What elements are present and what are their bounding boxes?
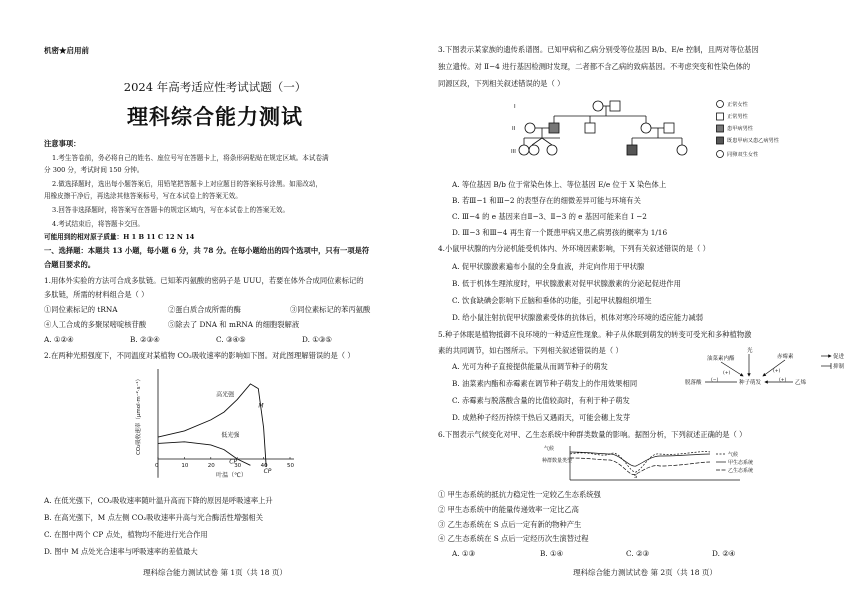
subject-title: 理科综合能力测试	[127, 104, 303, 129]
notice-line: 1.考生答卷前，务必将自己的姓名、座位号写在答题卡上，将条形码粘贴在规定区域。本试卷满	[52, 154, 329, 162]
eco-legend: 乙生态系统	[728, 468, 754, 474]
diagram-brassinosteroid: 油菜素内酯	[707, 356, 735, 362]
eco-climate-label: 气候	[544, 446, 555, 452]
q2-option[interactable]: A. 在低光强下，CO₂吸收速率随叶温升高而下降的原因是呼吸速率上升	[44, 496, 273, 505]
legend-label: 正常男性	[727, 114, 748, 120]
legend-affected-icon	[717, 125, 724, 132]
q2-option[interactable]: D. 图中 M 点处光合速率与呼吸速率的差值最大	[44, 547, 198, 556]
q6-option: ③ 乙生态系统在 S 点后一定有新的物种产生	[438, 520, 582, 529]
q3-option[interactable]: B. 若Ⅲ−1 和Ⅲ−2 的表型存在的细微差异可能与环境有关	[452, 196, 641, 205]
q4-option[interactable]: B. 低于机体生理浓度时，甲状腺激素对促甲状腺激素的分泌起促进作用	[452, 279, 681, 288]
notice-line: 用橡皮擦干净后，再选涂其他答案标号，写在本试卷上的答案无效。	[44, 192, 242, 200]
q6-choice-d[interactable]: D. ②④	[712, 549, 736, 558]
legend-male-icon	[717, 113, 724, 120]
diagram-minus: (−)	[711, 378, 719, 383]
diagram-plus: (+)	[779, 378, 787, 383]
chart-annotation: M	[258, 402, 264, 410]
y-axis-label: CO₂吸收速率（μmol·m⁻²·s⁻¹）	[136, 375, 142, 455]
q4-option[interactable]: C. 饮食缺碘会影响下丘脑和垂体的功能，引起甲状腺组织增生	[452, 296, 652, 305]
pedigree-female	[677, 145, 687, 155]
eco-ylabel: 种群数量类型	[542, 458, 573, 464]
q1-option: ⑤除去了 DNA 和 mRNA 的细胞裂解液	[168, 320, 300, 329]
diagram-seed: 种子萌发	[739, 380, 762, 386]
pedigree-female	[519, 145, 529, 155]
legend-female-icon	[717, 101, 724, 108]
q6-choice-c[interactable]: C. ②③	[626, 549, 650, 558]
question-3: 同源区段，下列相关叙述错误的是（ ）	[438, 79, 565, 88]
eco-s-label: S	[634, 474, 638, 480]
diagram-ethylene: 乙烯	[795, 380, 807, 386]
right-page	[430, 0, 860, 607]
q3-option[interactable]: D. Ⅲ−3 和Ⅲ−4 再生育一个既患甲病又患乙病男孩的概率为 1/16	[452, 228, 668, 237]
legend-label: 同卵双生女性	[727, 152, 759, 158]
legend-twin-icon	[717, 151, 724, 158]
atomic-mass: 可能用到的相对原子质量：H 1 B 11 C 12 N 14	[44, 233, 195, 241]
q6-option: ① 甲生态系统的抵抗力稳定性一定较乙生态系统强	[438, 490, 601, 499]
eco-legend: 甲生态系统	[728, 460, 754, 466]
diagram-legend-promote: 促进	[833, 354, 845, 360]
section-heading: 一、选择题：本题共 13 小题，每小题 6 分，共 78 分。在每小题给出的四个选项中，只有一项是符	[44, 246, 370, 255]
q4-option[interactable]: D. 给小鼠注射抗促甲状腺激素受体的抗体后，机体对寒冷环境的适应能力减弱	[452, 313, 704, 322]
pedigree-twin-female	[547, 145, 557, 155]
notice-line: 2.做选择题时，选出每小题答案后，用铅笔把答题卡上对应题目的答案标号涂黑。如需改动，	[52, 180, 323, 188]
q1-option: ②蛋白质合成所需的酶	[168, 305, 241, 314]
pedigree-male	[610, 101, 620, 111]
q1-option: ③同位素标记的苯丙氨酸	[290, 305, 371, 314]
notice-line: 3.回答非选择题时，将答案写在答题卡的规定区域内，写在本试卷上的答案无效。	[52, 206, 290, 214]
notice-line: 分 300 分，考试时间 150 分钟。	[44, 166, 144, 174]
q2-option[interactable]: B. 在高光强下，M 点左侧 CO₂吸收速率升高与光合酶活性增强相关	[44, 513, 264, 522]
legend-label: 正常女性	[727, 102, 748, 108]
question-4: 4.小鼠甲状腺的内分泌机能受机体内、外环境因素影响，下列有关叙述错误的是（ ）	[438, 244, 710, 253]
pedigree-female	[593, 101, 603, 111]
question-3: 独立遗传。对 Ⅱ−4 进行基因检测时发现，二者都不含乙病的致病基因。不考虑突变和性染色体的	[438, 62, 751, 71]
gen-label-I: I	[514, 104, 516, 110]
q6-choice-a[interactable]: A. ①③	[452, 549, 475, 558]
question-5: 5.种子休眠是植物抵御不良环境的一种适应性现象。种子从休眠到萌发的转变可受光和多种植物激	[438, 330, 752, 339]
pedigree-male-affected	[549, 123, 559, 133]
section-heading: 合题目要求的。	[44, 260, 96, 269]
gen-label-II: II	[512, 126, 516, 132]
q1-option: ④人工合成的多聚尿嘧啶核苷酸	[44, 320, 147, 329]
legend-label: 患甲病男性	[727, 126, 753, 132]
pedigree-male	[585, 123, 595, 133]
question-2: 2.在两种光照强度下，不同温度对某植物 CO₂吸收速率的影响如下图。对此图理解错误的是（ ）	[44, 351, 355, 360]
q3-option[interactable]: C. Ⅲ−4 的 e 基因来自Ⅱ−3、Ⅱ−3 的 e 基因可能来自 I −2	[452, 212, 647, 221]
page-footer: 理科综合能力测试试卷 第 1页（共 18 页）	[143, 568, 287, 577]
q6-choice-b[interactable]: B. ①④	[540, 549, 564, 558]
diagram-plus: (+)	[773, 369, 781, 374]
exam-title: 2024 年高考适应性考试试题（一）	[123, 80, 307, 94]
question-3: 3.下图表示某家族的遗传系谱图。已知甲病和乙病分别受等位基因 B/b、E/e 控制，且两对等位基因	[438, 45, 759, 54]
low-light-label: 低光强	[221, 432, 240, 440]
legend-both-icon	[717, 137, 724, 144]
q5-option[interactable]: D. 成熟种子经历持续干热后又遇雨天，可能会穗上发芽	[452, 413, 631, 422]
notice-line: 4.考试结束后，将答题卡交回。	[52, 220, 145, 228]
x-tick-label: 10	[181, 463, 189, 469]
ecosystem-chart	[540, 444, 760, 484]
q2-option[interactable]: C. 在图中两个 CP 点处，植物均不能进行光合作用	[44, 530, 208, 539]
pedigree-male	[664, 123, 674, 133]
diagram-legend-inhibit: 抑制	[833, 364, 845, 370]
high-light-curve	[158, 384, 266, 467]
x-tick-label: 30	[234, 463, 242, 469]
pedigree-female	[525, 123, 535, 133]
diagram-aba: 脱落酸	[685, 380, 702, 386]
gen-label-III: III	[511, 149, 516, 155]
pedigree-male-both	[627, 145, 637, 155]
q4-option[interactable]: A. 促甲状腺激素遍布小鼠的全身血液，并定向作用于甲状腺	[452, 262, 645, 271]
q5-option[interactable]: B. 油菜素内酯和赤霉素在调节种子萌发上的作用效果相同	[452, 379, 638, 388]
page-footer: 理科综合能力测试试卷 第 2页（共 18 页）	[573, 568, 717, 577]
q1-choice-b[interactable]: B. ②③④	[130, 335, 160, 344]
x-axis-label: 叶温（℃）	[216, 472, 247, 479]
seed-germination-diagram	[685, 340, 855, 395]
q6-option: ② 甲生态系统中的能量传递效率一定比乙高	[438, 505, 579, 514]
pedigree-twin-female	[529, 145, 539, 155]
notice-heading: 注意事项：	[44, 139, 81, 148]
q1-choice-c[interactable]: C. ③④⑤	[216, 335, 246, 344]
q6-option: ④ 乙生态系统在 S 点后一定经历次生演替过程	[438, 534, 589, 543]
confidential-label: 机密★启用前	[44, 46, 89, 55]
question-5: 素的共同调节，如右图所示。下列相关叙述错误的是（ ）	[438, 346, 623, 355]
pedigree-diagram	[510, 96, 800, 176]
x-tick-label: 50	[287, 463, 294, 469]
question-1: 1.用体外实验的方法可合成多肽链。已知苯丙氨酸的密码子是 UUU，若要在体外合成同位素标记的	[44, 276, 364, 285]
q3-option[interactable]: A. 等位基因 B/b 位于常染色体上、等位基因 E/e 位于 X 染色体上	[452, 180, 667, 189]
diagram-gibberellin: 赤霉素	[777, 354, 794, 360]
legend-label: 既患甲病又患乙病男性	[727, 138, 779, 144]
chart-annotation: CP	[263, 468, 272, 476]
x-tick-label: 40	[260, 463, 268, 469]
chart-annotation: CP	[229, 458, 238, 466]
x-tick-label: 20	[207, 463, 215, 469]
pedigree-female	[641, 123, 651, 133]
question-6: 6.下图表示气候变化对甲、乙生态系统中种群类数量的影响。据图分析，下列叙述正确的是（ ）	[438, 430, 747, 439]
co2-chart	[130, 365, 300, 490]
diagram-light: 光	[747, 348, 753, 354]
x-tick-label: 0	[155, 463, 159, 469]
q5-option[interactable]: C. 赤霉素与脱落酸含量的比值较高时，有利于种子萌发	[452, 396, 630, 405]
high-light-label: 高光强	[216, 391, 235, 399]
q1-choice-d[interactable]: D. ①③⑤	[302, 335, 332, 344]
q5-option[interactable]: A. 光可为种子直接提供能量从而调节种子的萌发	[452, 362, 608, 371]
question-1: 多肽链，所需的材料组合是（ ）	[44, 290, 149, 299]
q1-choice-a[interactable]: A. ①②④	[44, 335, 74, 344]
q1-option: ①同位素标记的 tRNA	[44, 305, 118, 314]
diagram-plus: (+)	[723, 371, 731, 376]
eco-legend: 气候	[728, 452, 739, 458]
